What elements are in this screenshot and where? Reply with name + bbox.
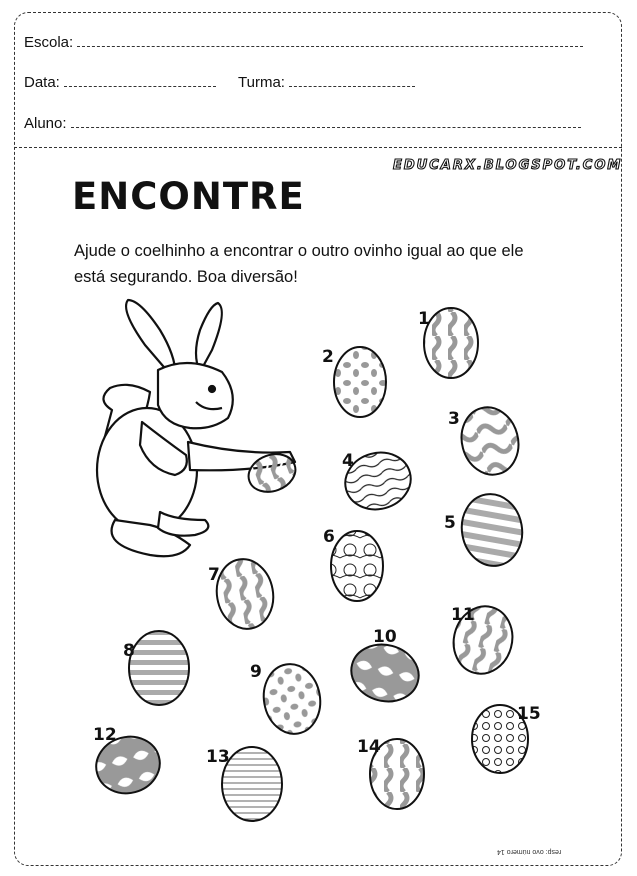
egg-option-2[interactable] [322, 347, 386, 417]
egg-number-label: 6 [323, 527, 335, 547]
class-label: Turma: [238, 74, 285, 91]
egg-icon[interactable] [331, 531, 383, 601]
egg-number-label: 8 [123, 641, 135, 661]
date-label: Data: [24, 74, 60, 91]
bunny-illustration [97, 300, 295, 556]
egg-icon[interactable] [424, 308, 478, 378]
egg-option-5[interactable] [444, 489, 528, 570]
egg-number-label: 5 [444, 513, 456, 533]
egg-option-4[interactable] [339, 445, 417, 516]
site-credit: EDUCARX.BLOGSPOT.COM [393, 158, 623, 173]
egg-number-label: 7 [208, 565, 220, 585]
egg-number-label: 15 [517, 704, 541, 724]
page-title: ENCONTRE [72, 175, 305, 218]
egg-number-label: 4 [342, 451, 354, 471]
egg-option-1[interactable] [418, 308, 478, 378]
egg-number-label: 3 [448, 409, 460, 429]
egg-option-12[interactable] [90, 725, 166, 800]
egg-option-9[interactable] [250, 660, 326, 739]
egg-icon[interactable] [129, 631, 189, 705]
egg-number-label: 14 [357, 737, 381, 757]
egg-number-label: 11 [451, 605, 475, 625]
egg-icon[interactable] [211, 555, 278, 634]
egg-icon[interactable] [456, 489, 528, 570]
egg-number-label: 1 [418, 309, 430, 329]
egg-number-label: 10 [373, 627, 397, 647]
egg-icon[interactable] [222, 747, 282, 821]
instructions-text: Ajude o coelhinho a encontrar o outro ovinho igual ao que ele está segurando. Boa diversão! [74, 242, 524, 286]
egg-option-11[interactable] [446, 600, 520, 681]
egg-option-13[interactable] [206, 747, 282, 821]
answer-note: resp: ovo número 14 [497, 848, 562, 855]
egg-icon[interactable] [334, 347, 386, 417]
school-label: Escola: [24, 34, 74, 51]
egg-number-label: 9 [250, 662, 262, 682]
egg-icon[interactable] [258, 660, 325, 739]
egg-option-15[interactable] [472, 704, 541, 773]
egg-icon[interactable] [454, 401, 526, 481]
egg-number-label: 13 [206, 747, 230, 767]
egg-icon[interactable] [345, 637, 425, 709]
egg-option-7[interactable] [208, 555, 279, 634]
egg-number-label: 2 [322, 347, 334, 367]
egg-option-3[interactable] [448, 401, 526, 481]
egg-option-6[interactable] [323, 527, 383, 601]
egg-option-8[interactable] [123, 631, 189, 705]
student-label: Aluno: [24, 115, 67, 132]
egg-option-10[interactable] [345, 627, 425, 709]
egg-option-14[interactable] [357, 737, 424, 809]
egg-number-label: 12 [93, 725, 117, 745]
